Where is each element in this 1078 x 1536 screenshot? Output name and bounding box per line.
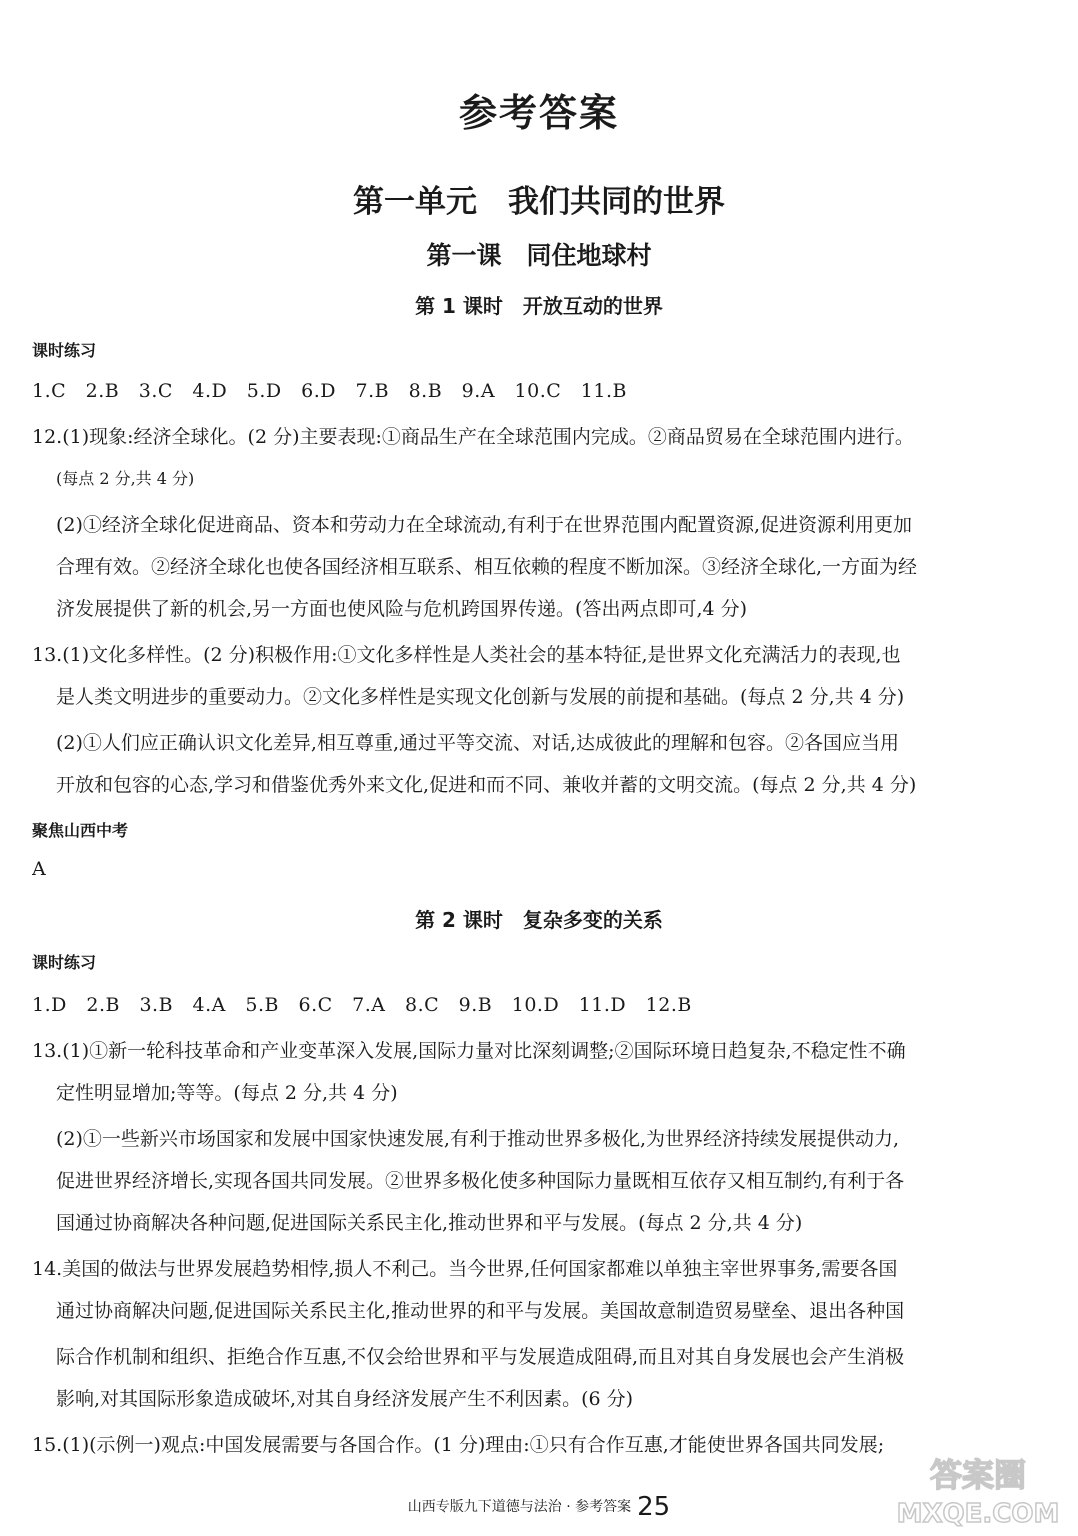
focus-label: 聚焦山西中考 [32, 821, 129, 840]
answer-line: 合理有效。②经济全球化也使各国经济相互联系、相互依赖的程度不断加深。③经济全球化,一方面为经 [56, 556, 918, 578]
answer-line: 通过协商解决问题,促进国际关系民主化,推动世界的和平与发展。美国故意制造贸易壁垒、退出各种国 [56, 1300, 905, 1322]
answer-line: 13.(1)①新一轮科技革命和产业变革深入发展,国际力量对比深刻调整;②国际环境日趋复杂,不稳定性不确 [32, 1040, 906, 1062]
focus-answer: A [32, 858, 46, 880]
answer-line: 影响,对其国际形象造成破坏,对其自身经济发展产生不利因素。(6 分) [56, 1388, 634, 1410]
svg-text:答案圈: 答案圈 [929, 1456, 1027, 1494]
answer-line: 12.(1)现象:经济全球化。(2 分)主要表现:①商品生产在全球范围内完成。②商品贸易在全球范围内进行。 [32, 426, 914, 448]
answer-line: 14.美国的做法与世界发展趋势相悖,损人不利己。当今世界,任何国家都难以单独主宰世界事务,需要各国 [32, 1258, 898, 1280]
answer-line: 促进世界经济增长,实现各国共同发展。②世界多极化使多种国际力量既相互依存又相互制约,有利于各 [56, 1170, 905, 1192]
answer-line: 国通过协商解决各种问题,促进国际关系民主化,推动世界和平与发展。(每点 2 分,共 4 分) [56, 1212, 803, 1234]
answer-line: (每点 2 分,共 4 分) [56, 469, 195, 488]
answer-line: 是人类文明进步的重要动力。②文化多样性是实现文化创新与发展的前提和基础。(每点 2 分,共 4 分) [56, 686, 905, 708]
answer-line: (2)①经济全球化促进商品、资本和劳动力在全球流动,有利于在世界范围内配置资源,促进资源利用更加 [56, 514, 912, 536]
answer-line: 定性明显增加;等等。(每点 2 分,共 4 分) [56, 1082, 398, 1104]
period-1-practice-label: 课时练习 [32, 341, 97, 360]
period-2-heading: 第 2 课时 复杂多变的关系 [415, 908, 663, 932]
answer-line: 济发展提供了新的机会,另一方面也使风险与危机跨国界传递。(答出两点即可,4 分) [56, 598, 748, 620]
footer-text: 山西专版九下道德与法治 · 参考答案 [407, 1499, 632, 1515]
page-number: 25 [637, 1492, 671, 1522]
watermark-logo [878, 1450, 1068, 1530]
period-1-mc-answers: 1.C 2.B 3.C 4.D 5.D 6.D 7.B 8.B 9.A 10.C 11.B [32, 380, 627, 402]
svg-text:MXQE.COM: MXQE.COM [896, 1499, 1060, 1529]
answer-line: 际合作机制和组织、拒绝合作互惠,不仅会给世界和平与发展造成阻碍,而且对其自身发展也会产生消极 [56, 1346, 905, 1368]
answer-line: 13.(1)文化多样性。(2 分)积极作用:①文化多样性是人类社会的基本特征,是世界文化充满活力的表现,也 [32, 644, 901, 666]
page-title: 参考答案 [458, 91, 619, 135]
answer-line: 15.(1)(示例一)观点:中国发展需要与各国合作。(1 分)理由:①只有合作互惠,才能使世界各国共同发展; [32, 1434, 885, 1456]
answer-line: (2)①人们应正确认识文化差异,相互尊重,通过平等交流、对话,达成彼此的理解和包容。②各国应当用 [56, 732, 900, 754]
answer-line: (2)①一些新兴市场国家和发展中国家快速发展,有利于推动世界多极化,为世界经济持续发展提供动力, [56, 1128, 900, 1150]
period-1-heading: 第 1 课时 开放互动的世界 [415, 294, 663, 318]
lesson-heading: 第一课 同住地球村 [426, 241, 652, 270]
period-2-practice-label: 课时练习 [32, 953, 97, 972]
unit-heading: 第一单元 我们共同的世界 [353, 184, 725, 220]
period-2-mc-answers: 1.D 2.B 3.B 4.A 5.B 6.C 7.A 8.C 9.B 10.D 11.D 12.B [32, 994, 692, 1016]
answer-line: 开放和包容的心态,学习和借鉴优秀外来文化,促进和而不同、兼收并蓄的文明交流。(每点 2 分,共 4 分) [56, 774, 917, 796]
